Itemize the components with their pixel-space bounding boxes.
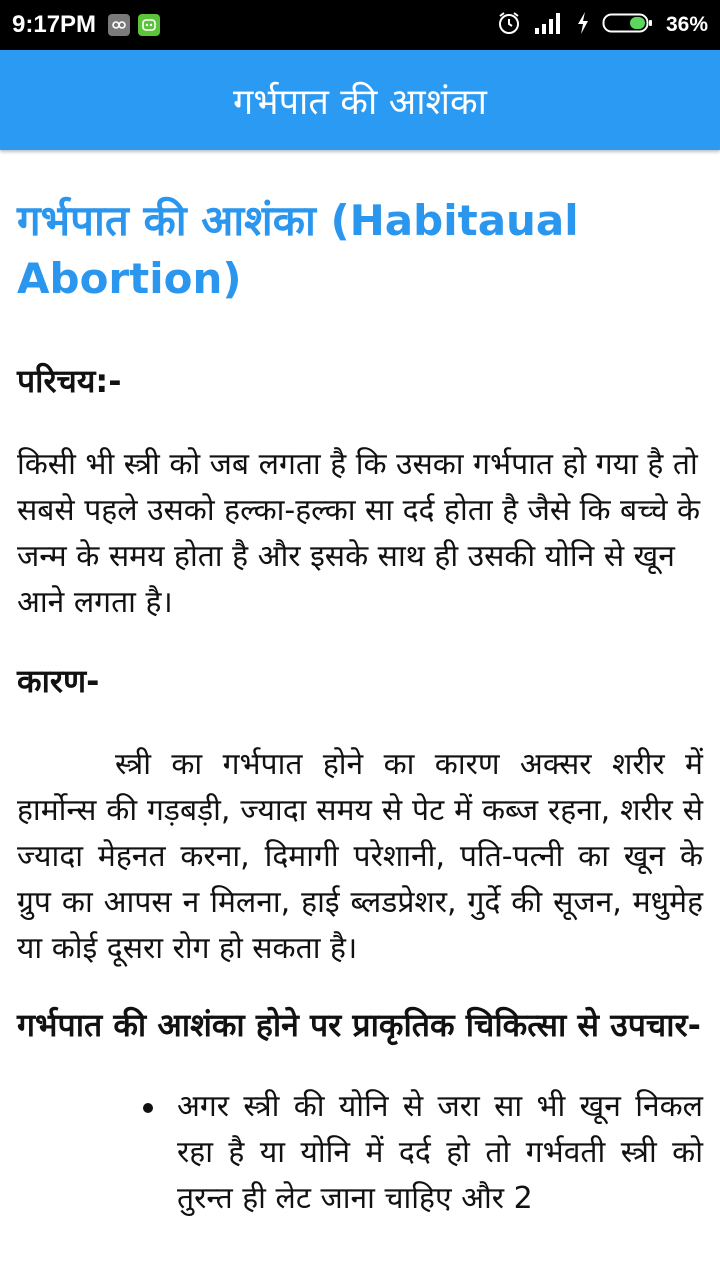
intro-heading: परिचय:- (17, 362, 122, 400)
app-bar (0, 50, 720, 150)
list-item (17, 1084, 703, 1222)
notification-app-icon (108, 14, 130, 36)
status-bar (0, 0, 720, 50)
app-bar-title: गर्भपात की आशंका (233, 81, 487, 123)
list-item-text: अगर स्त्री की योनि से जरा सा भी खून निकल रहा है या योनि में दर्द हो तो गर्भवती स्त्री को तुरन्त ही लेट जाना चाहिए और 2 (177, 1089, 703, 1216)
treatment-heading: गर्भपात की आशंका होने पर प्राकृतिक चिकित्सा से उपचार- (17, 1006, 701, 1044)
cause-heading: कारण- (17, 662, 100, 700)
signal-icon (534, 11, 564, 40)
intro-paragraph: किसी भी स्त्री को जब लगता है कि उसका गर्भपात हो गया है तो सबसे पहले उसको हल्का-हल्का सा दर्द होता है जैसे कि बच्चे के जन्म के समय होता है और इसके साथ ही उसकी योनि से खून आने लगता है। (17, 447, 701, 620)
article-content (17, 150, 703, 1222)
article-title: गर्भपात की आशंका (Habitaual Abortion) (17, 196, 579, 303)
status-time: 9:17PM (12, 11, 97, 38)
charging-icon (576, 11, 590, 40)
battery-icon (602, 11, 654, 40)
bullet-icon (143, 1103, 153, 1113)
status-icons (496, 10, 708, 41)
notification-face-icon (138, 14, 160, 36)
battery-percent: 36% (665, 13, 708, 36)
treatment-list (17, 1084, 703, 1222)
alarm-icon (496, 10, 522, 41)
cause-paragraph: स्त्री का गर्भपात होने का कारण अक्सर शरीर में हार्मोन्स की गड़बड़ी, ज्यादा समय से पेट में कब्ज रहना, शरीर से ज्यादा मेहनत करना, दिमागी परेशानी, पति-पत्नी का खून के ग्रुप का आपस न मिलना, हाई ब्लडप्रेशर, गुर्दे की सूजन, मधुमेह या कोई दूसरा रोग हो सकता है। (17, 747, 703, 966)
